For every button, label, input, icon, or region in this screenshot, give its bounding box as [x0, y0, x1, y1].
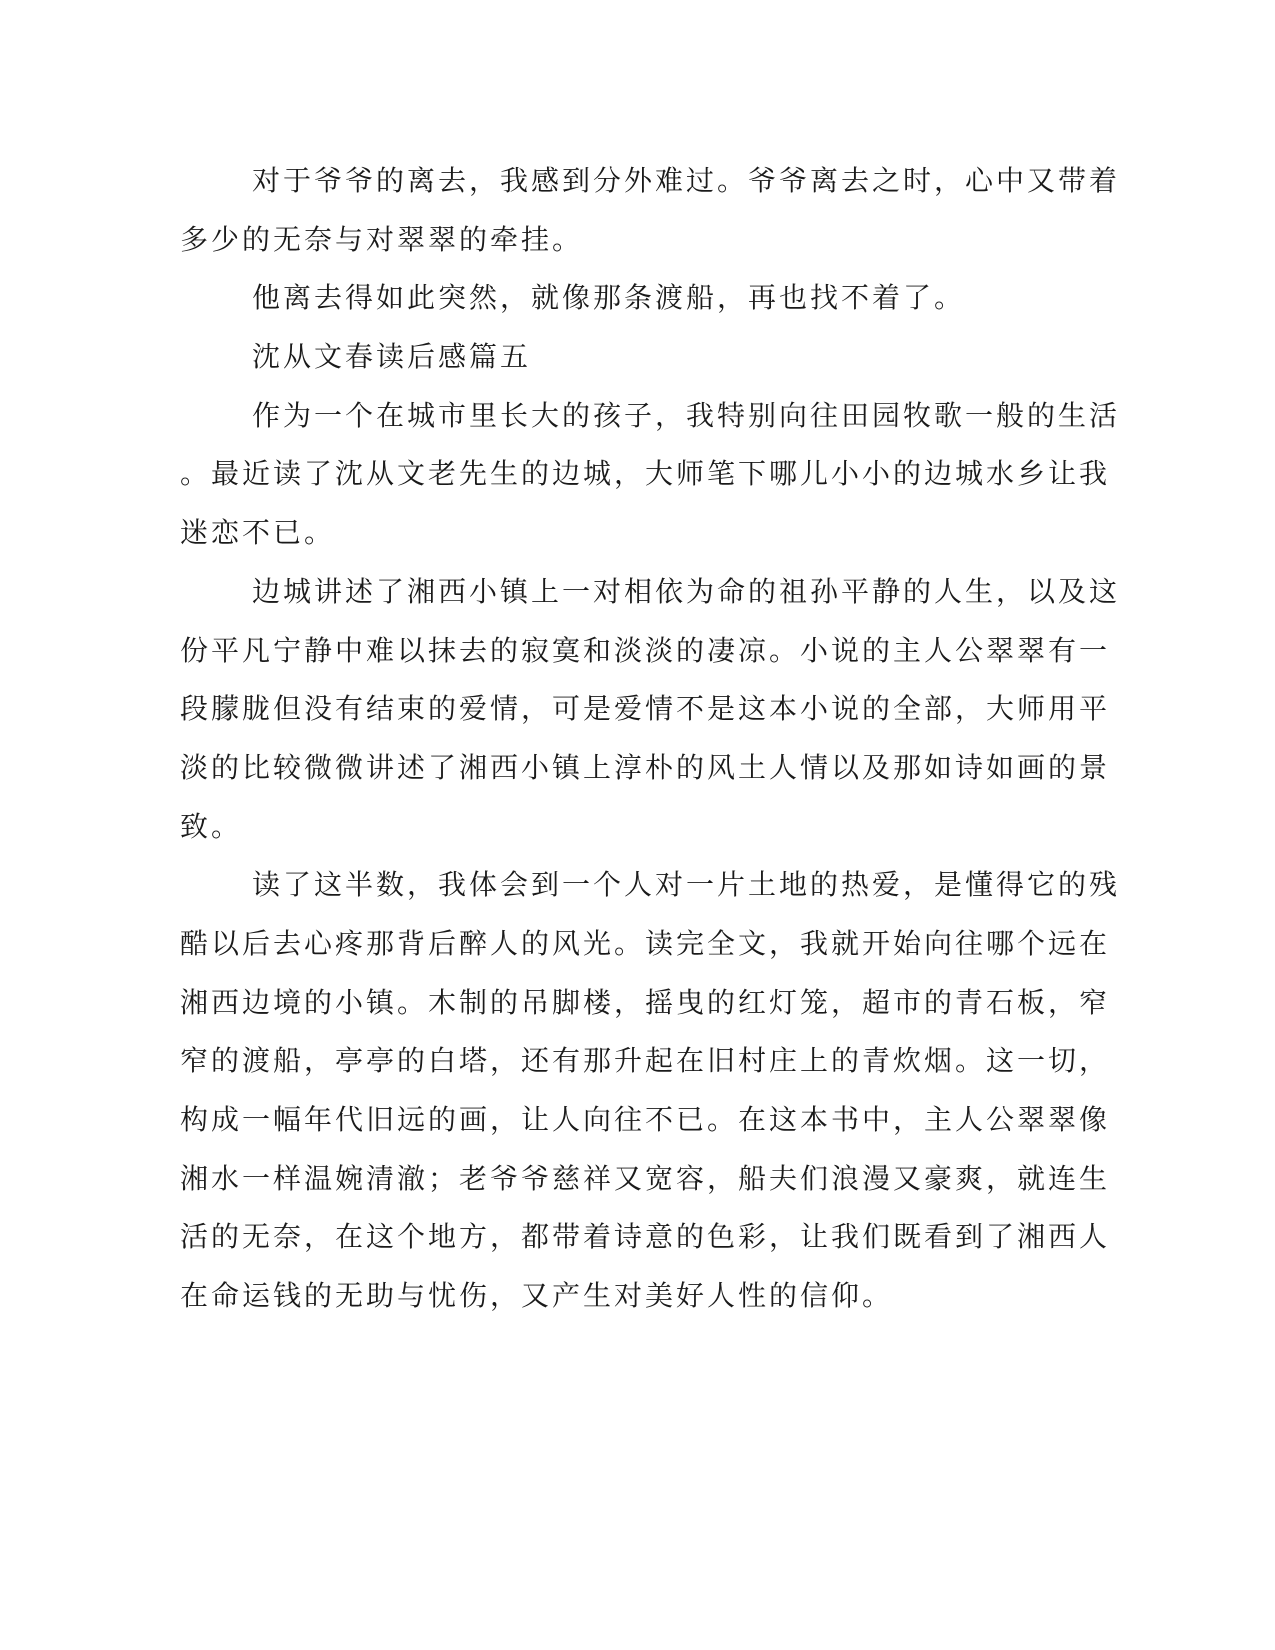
paragraph-line: 边城讲述了湘西小镇上一对相依为命的祖孙平静的人生，以及这	[252, 574, 1121, 608]
paragraph	[180, 856, 1121, 1326]
paragraph	[180, 269, 1040, 328]
paragraph-line: 活的无奈，在这个地方，都带着诗意的色彩，让我们既看到了湘西人	[180, 1220, 1111, 1254]
paragraph-line: 读了这半数，我体会到一个人对一片土地的热爱，是懂得它的残	[252, 868, 1121, 902]
paragraph-line: 致。	[180, 809, 243, 843]
paragraph-line: 份平凡宁静中难以抹去的寂寞和淡淡的凄凉。小说的主人公翠翠有一	[180, 633, 1111, 667]
paragraph	[180, 152, 1121, 269]
paragraph-line: 段朦胧但没有结束的爱情，可是爱情不是这本小说的全部，大师用平	[180, 692, 1111, 726]
paragraph	[180, 563, 1121, 856]
paragraph-line: 酷以后去心疼那背后醉人的风光。读完全文，我就开始向往哪个远在	[180, 926, 1111, 960]
paragraph-line: 迷恋不已。	[180, 516, 336, 550]
section-heading	[180, 328, 1040, 387]
paragraph-line: 湘水一样温婉清澈；老爷爷慈祥又宽容，船夫们浪漫又豪爽，就连生	[180, 1161, 1111, 1195]
paragraph-line: 淡的比较微微讲述了湘西小镇上淳朴的风土人情以及那如诗如画的景	[180, 750, 1111, 784]
paragraph-line: 在命运钱的无助与忧伤，又产生对美好人性的信仰。	[180, 1279, 894, 1313]
paragraph-line: 作为一个在城市里长大的孩子，我特别向往田园牧歌一般的生活	[252, 398, 1121, 432]
heading-line: 沈从文春读后感篇五	[252, 340, 532, 374]
paragraph	[180, 387, 1121, 563]
paragraph-line: 湘西边境的小镇。木制的吊脚楼，摇曳的红灯笼，超市的青石板，窄	[180, 985, 1111, 1019]
paragraph-line: 对于爷爷的离去，我感到分外难过。爷爷离去之时，心中又带着	[252, 164, 1121, 197]
paragraph-line: 他离去得如此突然，就像那条渡船，再也找不着了。	[252, 281, 966, 315]
paragraph-line: 窄的渡船，亭亭的白塔，还有那升起在旧村庄上的青炊烟。这一切，	[180, 1044, 1111, 1078]
paragraph-line: 构成一幅年代旧远的画，让人向往不已。在这本书中，主人公翠翠像	[180, 1103, 1111, 1136]
paragraph-line: 。最近读了沈从文老先生的边城，大师笔下哪儿小小的边城水乡让我	[180, 457, 1111, 491]
document-body	[180, 152, 1121, 1326]
paragraph-line: 多少的无奈与对翠翠的牵挂。	[180, 222, 584, 256]
